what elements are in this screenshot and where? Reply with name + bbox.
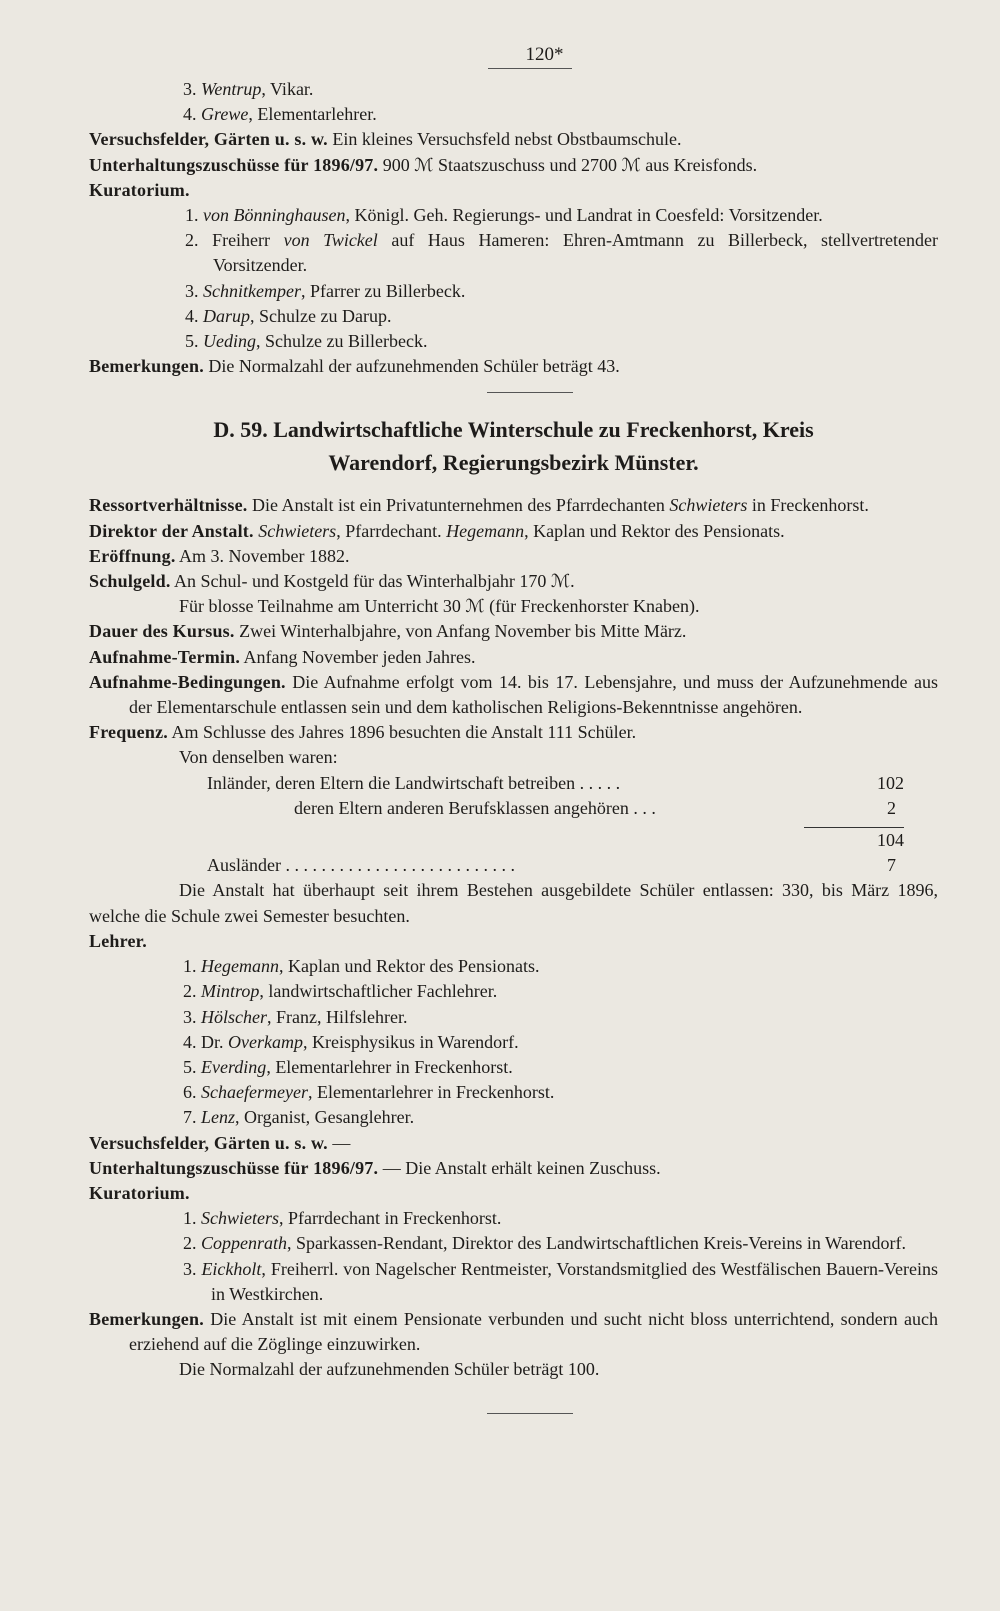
frequenz-entry: Frequenz. Am Schlusse des Jahres 1896 besuchten die Anstalt 111 Schüler. (89, 722, 637, 743)
lehrer-heading: Lehrer. (89, 930, 147, 951)
list-item: 2. Mintrop, landwirtschaftlicher Fachlehrer. (183, 981, 498, 1002)
list-item: 1. von Bönninghausen, Königl. Geh. Regierungs- und Landrat in Coesfeld: Vorsitzender. (185, 205, 823, 226)
frequenz-intro: Von denselben waren: (179, 747, 338, 768)
list-item: 2. Freiherr von Twickel auf Haus Hameren: Ehren-Amtmann zu Billerbeck, stellvertretender Vorsitzender. (185, 230, 938, 276)
kuratorium-heading: Kuratorium. (89, 179, 190, 200)
list-item: 3. Wentrup, Vikar. (183, 79, 314, 99)
table-row: Ausländer . . . . . . . . . . . . . . . . . . . . . . . . . . 7 (207, 855, 896, 876)
list-item: 1. Hegemann, Kaplan und Rektor des Pensionats. (183, 956, 540, 977)
page-number: 120* (525, 44, 564, 65)
list-item: 4. Dr. Overkamp, Kreisphysikus in Warendorf. (183, 1031, 519, 1052)
ressort-entry: Ressortverhältnisse. Die Anstalt ist ein Privatunternehmen des Pfarrdechanten Schwieters in Freckenhorst. (89, 495, 869, 516)
list-item: 6. Schaefermeyer, Elementarlehrer in Freckenhorst. (183, 1082, 555, 1103)
list-item: 3. Eickholt, Freiherrl. von Nagelscher Rentmeister, Vorstandsmitglied des Westfälischen Bauern-Vereins in Westkirchen. (183, 1258, 939, 1304)
section-title: D. 59. Landwirtschaftliche Winterschule zu Freckenhorst, Kreis Warendorf, Regierungsbezirk Münster. (213, 417, 814, 476)
list-item: 7. Lenz, Organist, Gesanglehrer. (183, 1107, 415, 1128)
list-item: 5. Ueding, Schulze zu Billerbeck. (185, 331, 428, 352)
direktor-entry: Direktor der Anstalt. Schwieters, Pfarrdechant. Hegemann, Kaplan und Rektor des Pensionats. (89, 520, 785, 541)
frequenz-table (89, 771, 938, 879)
list-item: 3. Schnitkemper, Pfarrer zu Billerbeck. (185, 280, 466, 301)
versuchsfelder-entry: Versuchsfelder, Gärten u. s. w. — (89, 1132, 351, 1153)
table-row: deren Eltern anderen Berufsklassen angehören . . . 2 (294, 797, 896, 818)
bemerkungen-entry: Bemerkungen. Die Normalzahl der aufzunehmenden Schüler beträgt 43. (89, 356, 620, 377)
versuchsfelder-entry: Versuchsfelder, Gärten u. s. w. Ein kleines Versuchsfeld nebst Obstbaumschule. (89, 129, 682, 150)
list-item: 4. Darup, Schulze zu Darup. (185, 305, 392, 326)
table-row: Inländer, deren Eltern die Landwirtschaft betreiben . . . . . 102 (207, 772, 904, 793)
end-rule (487, 1413, 573, 1414)
page-number-rule (488, 68, 572, 69)
bemerkungen-entry: Bemerkungen. Die Anstalt ist mit einem Pensionate verbunden und sucht nicht bloss unterrichtend, sondern auch erziehend auf die Zöglinge einzuwirken. (89, 1308, 938, 1355)
bedingungen-entry: Aufnahme-Bedingungen. Die Aufnahme erfolgt vom 14. bis 17. Lebensjahre, und muss der Aufzunehmende aus der Elementarschule entlassen sein und dem katholischen Religions-Bekenntnisse angehören. (89, 671, 938, 718)
termin-entry: Aufnahme-Termin. Anfang November jeden Jahres. (89, 646, 476, 667)
unterhaltung-entry: Unterhaltungszuschüsse für 1896/97. — Die Anstalt erhält keinen Zuschuss. (89, 1157, 661, 1178)
list-item: 3. Hölscher, Franz, Hilfslehrer. (183, 1006, 408, 1027)
dauer-entry: Dauer des Kursus. Zwei Winterhalbjahre, von Anfang November bis Mitte März. (89, 621, 687, 642)
list-item: 5. Everding, Elementarlehrer in Freckenhorst. (183, 1056, 513, 1077)
frequenz-closing: Die Anstalt hat überhaupt seit ihrem Bestehen ausgebildete Schüler entlassen: 330, bis März 1896, welche die Schule zwei Semester besuchten. (89, 880, 938, 926)
unterhaltung-entry: Unterhaltungszuschüsse für 1896/97. 900 ℳ Staatszuschuss und 2700 ℳ aus Kreisfonds. (89, 154, 758, 175)
section-separator (487, 392, 573, 393)
list-item: 4. Grewe, Elementarlehrer. (183, 104, 377, 125)
table-sum: 104 (804, 827, 904, 853)
eroeffnung-entry: Eröffnung. Am 3. November 1882. (89, 545, 350, 566)
kuratorium-heading: Kuratorium. (89, 1182, 190, 1203)
schulgeld-entry: Schulgeld. An Schul- und Kostgeld für das Winterhalbjahr 170 ℳ. (89, 571, 575, 592)
list-item: 1. Schwieters, Pfarrdechant in Freckenhorst. (183, 1208, 502, 1229)
list-item: 2. Coppenrath, Sparkassen-Rendant, Direktor des Landwirtschaftlichen Kreis-Vereins in Warendorf. (183, 1233, 907, 1254)
schulgeld-line2: Für blosse Teilnahme am Unterricht 30 ℳ (für Freckenhorster Knaben). (179, 596, 700, 617)
bemerkungen-line2: Die Normalzahl der aufzunehmenden Schüler beträgt 100. (179, 1359, 600, 1380)
